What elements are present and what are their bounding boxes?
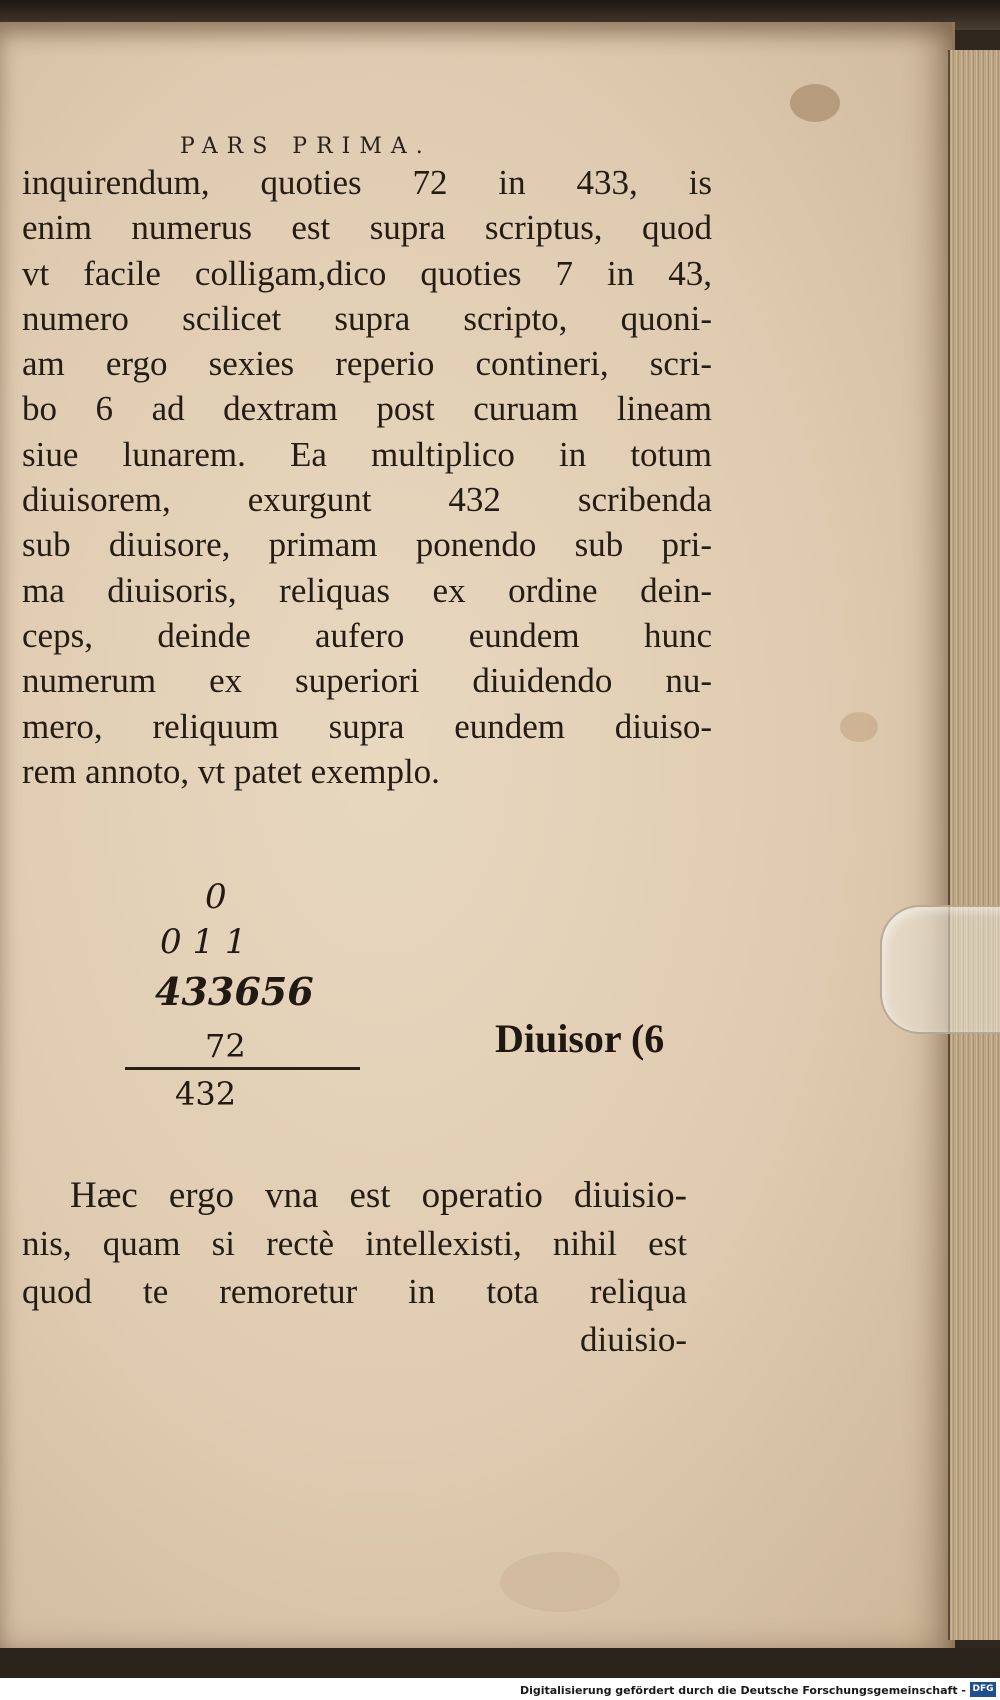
dfg-logo-icon: DFG [970,1682,996,1697]
paper-stain [500,1552,620,1612]
second-paragraph [22,1172,687,1364]
text-line: siue lunarem. Ea multiplico in totum [22,434,712,474]
text-line: Hæc ergo vna est operatio diuisio- [70,1175,687,1216]
paper-stain [840,712,878,742]
book-page [0,22,955,1650]
divisor-label: Diuisor (6 [495,1016,665,1061]
text-line: bo 6 ad dextram post curuam lineam [22,389,712,429]
main-paragraph [22,160,712,794]
text-line: ceps, deinde aufero eundem hunc [22,615,712,655]
text-line: mero, reliquum supra eundem diuiso- [22,706,712,746]
running-head: PARS PRIMA. [180,134,432,159]
page-edges [948,50,1000,1640]
text-line: inquirendum, quoties 72 in 433, is [22,163,712,202]
example-divisor: 72 [205,1027,246,1065]
example-row-1: 0 [205,877,227,917]
text-line: rem annoto, vt patet exemplo. [22,751,440,791]
text-line: quod te remoretur in tota reliqua [22,1272,687,1311]
text-line: am ergo sexies reperio contineri, scri- [22,344,712,384]
catchword: diuisio- [580,1320,687,1359]
text-line: vt facile colligam,dico quoties 7 in 43, [22,253,712,293]
page-clip [880,905,1000,1034]
footer-strip [0,1678,1000,1700]
example-rule-line [125,1067,360,1070]
division-worked-example [125,877,375,1113]
paper-stain [790,84,840,122]
example-dividend-row: 433656 [155,969,314,1014]
example-product: 432 [175,1075,237,1113]
text-line: diuisorem, exurgunt 432 scribenda [22,480,712,520]
example-row-2: 0 1 1 [160,922,247,962]
text-line: numerum ex superiori diuidendo nu- [22,661,712,701]
text-line: ma diuisoris, reliquas ex ordine dein- [22,570,712,610]
text-line: numero scilicet supra scripto, quoni- [22,298,712,338]
text-line: nis, quam si rectè intellexisti, nihil est [22,1224,687,1263]
text-line: sub diuisore, primam ponendo sub pri- [22,525,712,565]
text-line: enim numerus est supra scriptus, quod [22,208,712,248]
digitization-credit: Digitalisierung gefördert durch die Deutsche Forschungsgemeinschaft - [519,1684,966,1697]
